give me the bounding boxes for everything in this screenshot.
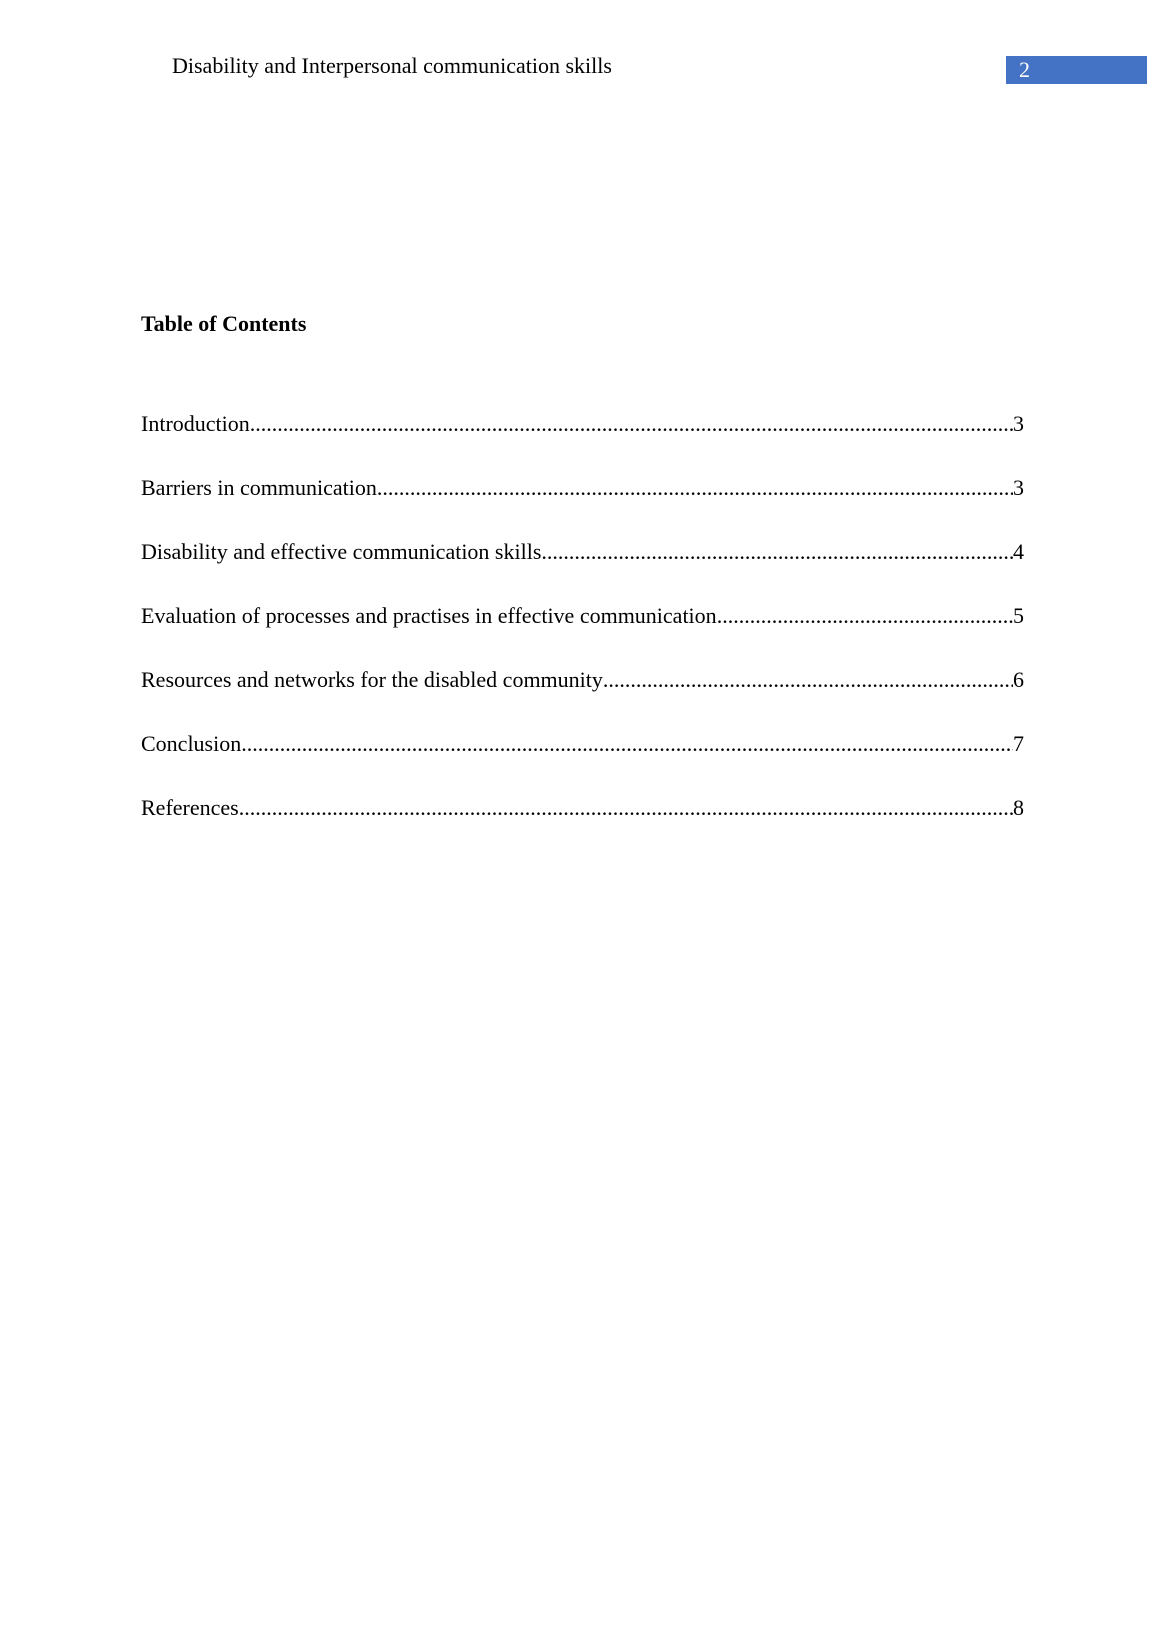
toc-entry-page: 4 bbox=[1013, 539, 1024, 564]
running-head: Disability and Interpersonal communication skills bbox=[172, 53, 612, 78]
toc-entry-barriers[interactable] bbox=[141, 474, 1024, 538]
toc-entry-page: 3 bbox=[1013, 475, 1024, 500]
toc-dot-leader bbox=[541, 538, 1013, 566]
table-of-contents bbox=[141, 410, 1024, 858]
toc-entry-title: Evaluation of processes and practises in effective communication bbox=[141, 603, 717, 628]
toc-entry-conclusion[interactable] bbox=[141, 730, 1024, 794]
toc-entry-title: Introduction bbox=[141, 411, 250, 436]
page-number-badge: 2 bbox=[1006, 56, 1147, 84]
toc-entry-introduction[interactable] bbox=[141, 410, 1024, 474]
toc-entry-title: Resources and networks for the disabled community bbox=[141, 667, 603, 692]
toc-entry-page: 7 bbox=[1013, 731, 1024, 756]
toc-entry-title: References bbox=[141, 795, 239, 820]
toc-entry-references[interactable] bbox=[141, 794, 1024, 858]
toc-entry-page: 6 bbox=[1013, 667, 1024, 692]
toc-entry-title: Conclusion bbox=[141, 731, 242, 756]
toc-entry-disability-skills[interactable] bbox=[141, 538, 1024, 602]
toc-dot-leader bbox=[239, 794, 1013, 822]
toc-entry-resources[interactable] bbox=[141, 666, 1024, 730]
toc-entry-page: 3 bbox=[1013, 411, 1024, 436]
toc-entry-title: Disability and effective communication skills bbox=[141, 539, 542, 564]
toc-dot-leader bbox=[241, 730, 1013, 758]
toc-dot-leader bbox=[603, 666, 1013, 694]
toc-entry-page: 5 bbox=[1013, 603, 1024, 628]
toc-heading: Table of Contents bbox=[141, 311, 307, 336]
toc-entry-title: Barriers in communication bbox=[141, 475, 377, 500]
toc-entry-evaluation[interactable] bbox=[141, 602, 1024, 666]
toc-dot-leader bbox=[717, 602, 1013, 630]
toc-dot-leader bbox=[377, 474, 1013, 502]
toc-entry-page: 8 bbox=[1013, 795, 1024, 820]
toc-dot-leader bbox=[250, 410, 1013, 438]
